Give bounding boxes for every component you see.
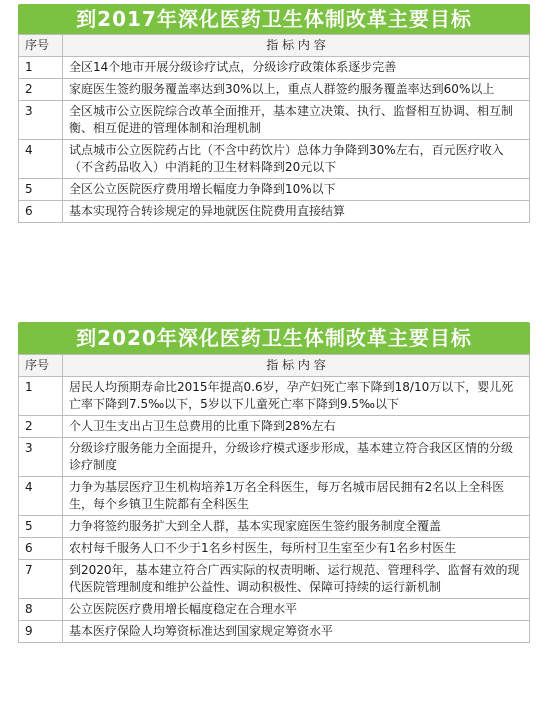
col-header-index: 序号 [19, 355, 63, 377]
row-text: 分级诊疗服务能力全面提升，分级诊疗模式逐步形成，基本建立符合我区区情的分级诊疗制度 [63, 438, 530, 477]
col-header-index: 序号 [19, 35, 63, 57]
row-text: 力争将签约服务扩大到全人群，基本实现家庭医生签约服务制度全覆盖 [63, 516, 530, 538]
table-row [19, 416, 530, 438]
table-header-row [19, 355, 530, 377]
goals-2020-title: 到2020年深化医药卫生体制改革主要目标 [18, 322, 530, 354]
table-row [19, 201, 530, 223]
row-number: 5 [19, 179, 63, 201]
row-number: 4 [19, 477, 63, 516]
table-row [19, 560, 530, 599]
table-row [19, 57, 530, 79]
row-text: 公立医院医疗费用增长幅度稳定在合理水平 [63, 599, 530, 621]
row-number: 6 [19, 201, 63, 223]
row-text: 力争为基层医疗卫生机构培养1万名全科医生，每万名城市居民拥有2名以上全科医生，每个乡镇卫生院都有全科医生 [63, 477, 530, 516]
row-number: 3 [19, 438, 63, 477]
goals-2017-title: 到2017年深化医药卫生体制改革主要目标 [18, 4, 530, 34]
row-text: 家庭医生签约服务覆盖率达到30%以上，重点人群签约服务覆盖率达到60%以上 [63, 79, 530, 101]
goals-2017-panel [18, 4, 530, 223]
row-text: 基本实现符合转诊规定的异地就医住院费用直接结算 [63, 201, 530, 223]
row-text: 全区公立医院医疗费用增长幅度力争降到10%以下 [63, 179, 530, 201]
row-number: 3 [19, 101, 63, 140]
row-text: 基本医疗保险人均筹资标准达到国家规定筹资水平 [63, 621, 530, 643]
row-text: 到2020年，基本建立符合广西实际的权责明晰、运行规范、管理科学、监督有效的现代医院管理制度和维护公益性、调动积极性、保障可持续的运行新机制 [63, 560, 530, 599]
goals-2020-table [18, 354, 530, 643]
table-row [19, 179, 530, 201]
goals-2020-panel [18, 322, 530, 643]
table-header-row [19, 35, 530, 57]
table-row [19, 79, 530, 101]
table-row [19, 538, 530, 560]
goals-2017-table [18, 34, 530, 223]
row-text: 农村每千服务人口不少于1名乡村医生，每所村卫生室至少有1名乡村医生 [63, 538, 530, 560]
row-text: 试点城市公立医院药占比（不含中药饮片）总体力争降到30%左右，百元医疗收入（不含药品收入）中消耗的卫生材料降到20元以下 [63, 140, 530, 179]
table-row [19, 438, 530, 477]
table-row [19, 516, 530, 538]
row-number: 5 [19, 516, 63, 538]
row-number: 9 [19, 621, 63, 643]
row-number: 8 [19, 599, 63, 621]
table-row [19, 599, 530, 621]
table-row [19, 101, 530, 140]
table-row [19, 621, 530, 643]
table-row [19, 477, 530, 516]
col-header-content: 指 标 内 容 [63, 355, 530, 377]
col-header-content: 指 标 内 容 [63, 35, 530, 57]
row-number: 7 [19, 560, 63, 599]
row-number: 1 [19, 377, 63, 416]
row-text: 全区城市公立医院综合改革全面推开，基本建立决策、执行、监督相互协调、相互制衡、相互促进的管理体制和治理机制 [63, 101, 530, 140]
row-number: 6 [19, 538, 63, 560]
row-number: 2 [19, 79, 63, 101]
table-row [19, 140, 530, 179]
table-row [19, 377, 530, 416]
row-number: 4 [19, 140, 63, 179]
row-number: 2 [19, 416, 63, 438]
row-number: 1 [19, 57, 63, 79]
row-text: 居民人均预期寿命比2015年提高0.6岁，孕产妇死亡率下降到18/10万以下，婴儿死亡率下降到7.5‰以下，5岁以下儿童死亡率下降到9.5‰以下 [63, 377, 530, 416]
row-text: 全区14个地市开展分级诊疗试点，分级诊疗政策体系逐步完善 [63, 57, 530, 79]
row-text: 个人卫生支出占卫生总费用的比重下降到28%左右 [63, 416, 530, 438]
